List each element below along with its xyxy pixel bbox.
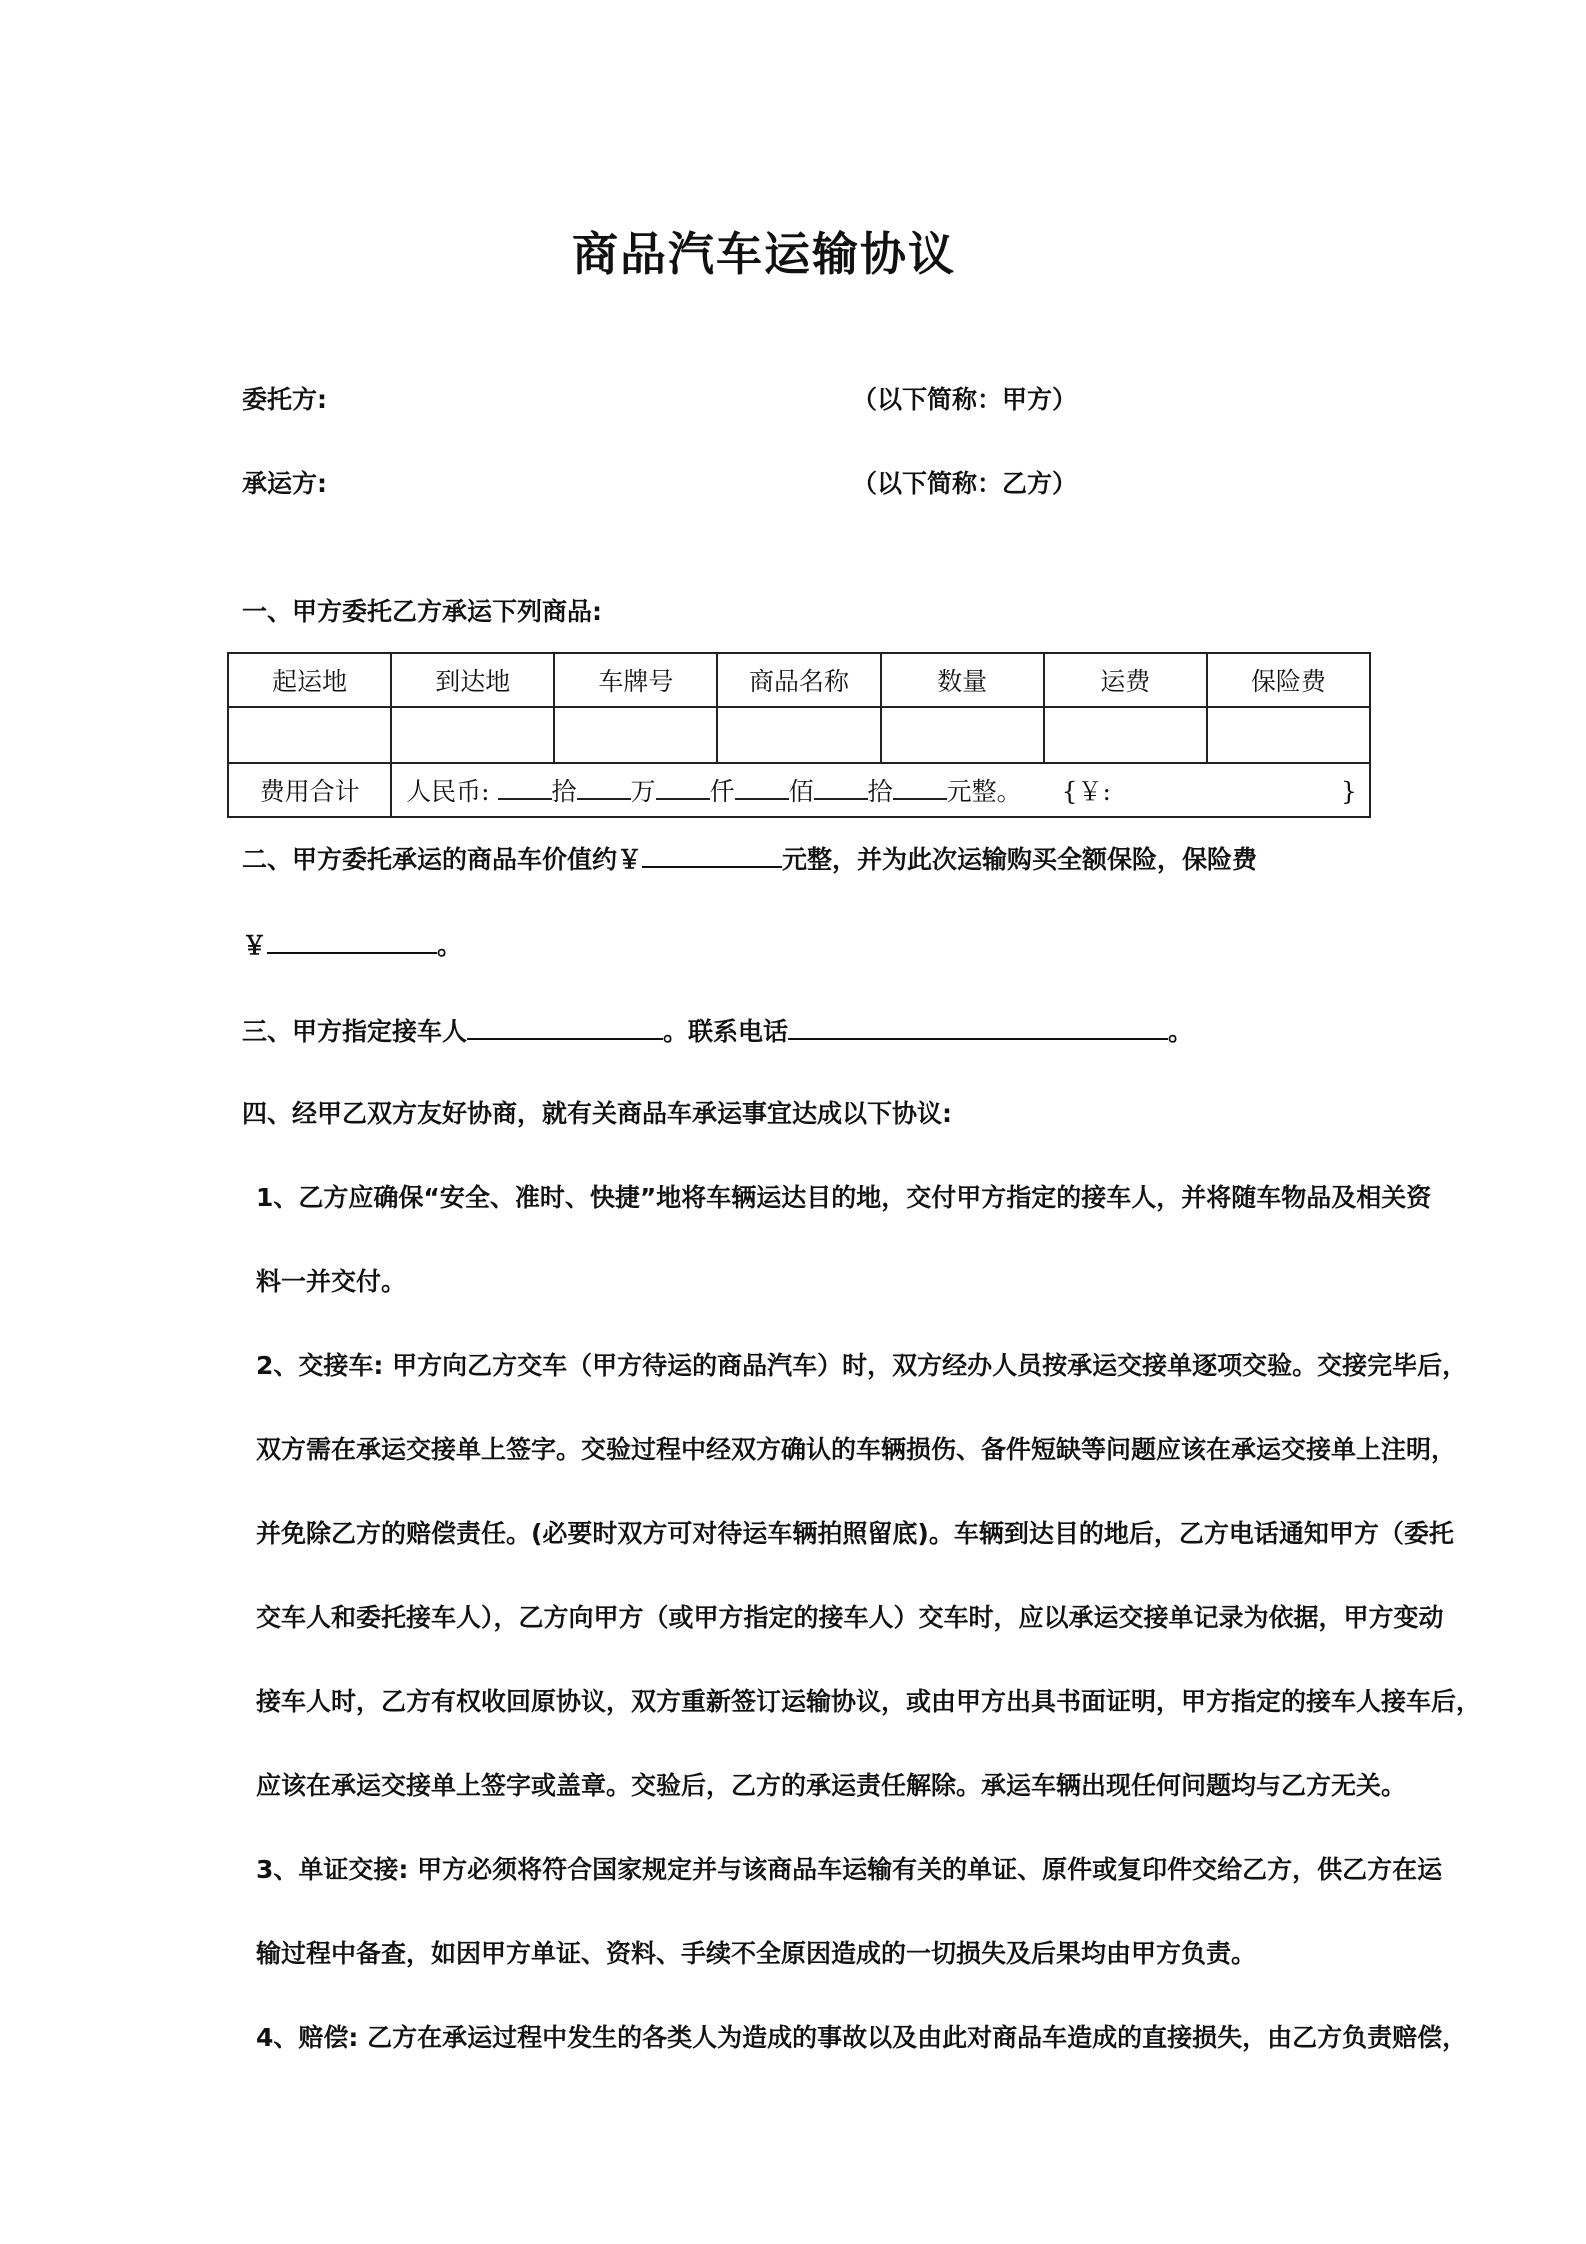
section2-text: 二、甲方委托承运的商品车价值约￥ [242,845,643,874]
section3-text: 。联系电话 [663,1017,789,1046]
blank-field[interactable] [498,774,552,800]
goods-table [227,652,1371,818]
table-cell[interactable] [1207,707,1370,763]
clause-line: 2、交接车: 甲方向乙方交车（甲方待运的商品汽车）时，双方经办人员按承运交接单逐项交验。交接完毕后， [256,1351,1468,1380]
yen-open: {￥: [1061,777,1111,806]
phone-blank[interactable] [788,1012,1168,1040]
table-cell[interactable] [881,707,1044,763]
period: 。 [437,931,463,960]
table-cell[interactable] [391,707,554,763]
section4-heading: 四、经甲乙双方友好协商，就有关商品车承运事宜达成以下协议: [242,1099,953,1128]
section3-line [242,1012,1193,1048]
unit-label: 万 [630,777,656,806]
table-cell[interactable] [1044,707,1207,763]
table-cell[interactable] [228,707,391,763]
blank-field[interactable] [893,774,947,800]
blank-field[interactable] [656,774,710,800]
section2-text: 元整，并为此次运输购买全额保险，保险费 [782,845,1258,874]
clause-line: 双方需在承运交接单上签字。交验过程中经双方确认的车辆损伤、备件短缺等问题应该在承运交接单上注明， [256,1435,1457,1464]
header-cell: 数量 [881,653,1044,707]
clause-line: 输过程中备查，如因甲方单证、资料、手续不全原因造成的一切损失及后果均由甲方负责。 [256,1939,1257,1968]
header-cell: 起运地 [228,653,391,707]
document-title: 商品汽车运输协议 [572,227,956,281]
section3-text: 。 [1168,1017,1194,1046]
section3-text: 三、甲方指定接车人 [242,1017,468,1046]
receiver-blank[interactable] [467,1012,663,1040]
blank-field[interactable] [735,774,789,800]
table-cell[interactable] [717,707,880,763]
unit-label: 佰 [788,777,814,806]
insurance-fee-blank[interactable] [267,926,437,954]
table-cell[interactable] [554,707,717,763]
clause-line: 4、赔偿: 乙方在承运过程中发生的各类人为造成的事故以及由此对商品车造成的直接损失，由乙方负责赔偿， [256,2023,1468,2052]
header-cell: 运费 [1044,653,1207,707]
unit-label: 拾 [551,777,577,806]
total-label: 费用合计 [228,763,391,817]
client-label: 委托方: [242,385,327,414]
yen-symbol: ￥ [242,931,268,960]
unit-label: 仟 [709,777,735,806]
clause-line: 交车人和委托接车人），乙方向甲方（或甲方指定的接车人）交车时，应以承运交接单记录为依据，甲方变动 [256,1603,1444,1632]
section1-heading: 一、甲方委托乙方承运下列商品: [242,597,602,626]
carrier-label: 承运方: [242,469,327,498]
clause-line: 并免除乙方的赔偿责任。(必要时双方可对待运车辆拍照留底)。车辆到达目的地后，乙方电话通知甲方（委托 [256,1519,1454,1548]
clause-line: 接车人时，乙方有权收回原协议，双方重新签订运输协议，或由甲方出具书面证明，甲方指定的接车人接车后， [256,1687,1482,1716]
header-cell: 商品名称 [717,653,880,707]
header-cell: 车牌号 [554,653,717,707]
unit-label: 拾 [867,777,893,806]
clause-line: 应该在承运交接单上签字或盖章。交验后，乙方的承运责任解除。承运车辆出现任何问题均与乙方无关。 [256,1771,1407,1800]
clause-line: 3、单证交接: 甲方必须将符合国家规定并与该商品车运输有关的单证、原件或复印件交给乙方，供乙方在运 [256,1855,1443,1884]
header-cell: 到达地 [391,653,554,707]
rmb-label: 人民币: [406,777,490,806]
yen-close: } [1340,777,1357,806]
table-row [228,707,1370,763]
section2-line1 [242,840,1257,876]
client-note: （以下简称：甲方） [852,385,1078,414]
blank-field[interactable] [577,774,631,800]
table-header-row [228,653,1370,707]
car-value-blank[interactable] [642,840,782,868]
clause-line: 1、乙方应确保“安全、准时、快捷”地将车辆运达目的地，交付甲方指定的接车人，并将随车物品及相关资 [256,1183,1432,1212]
header-cell: 保险费 [1207,653,1370,707]
carrier-note: （以下简称：乙方） [852,469,1078,498]
section2-line2 [242,926,462,962]
unit-label: 元整。 [946,777,1022,806]
blank-field[interactable] [814,774,868,800]
total-amount-cell[interactable] [391,763,1370,817]
clause-line: 料一并交付。 [256,1267,407,1296]
total-row [228,763,1370,817]
